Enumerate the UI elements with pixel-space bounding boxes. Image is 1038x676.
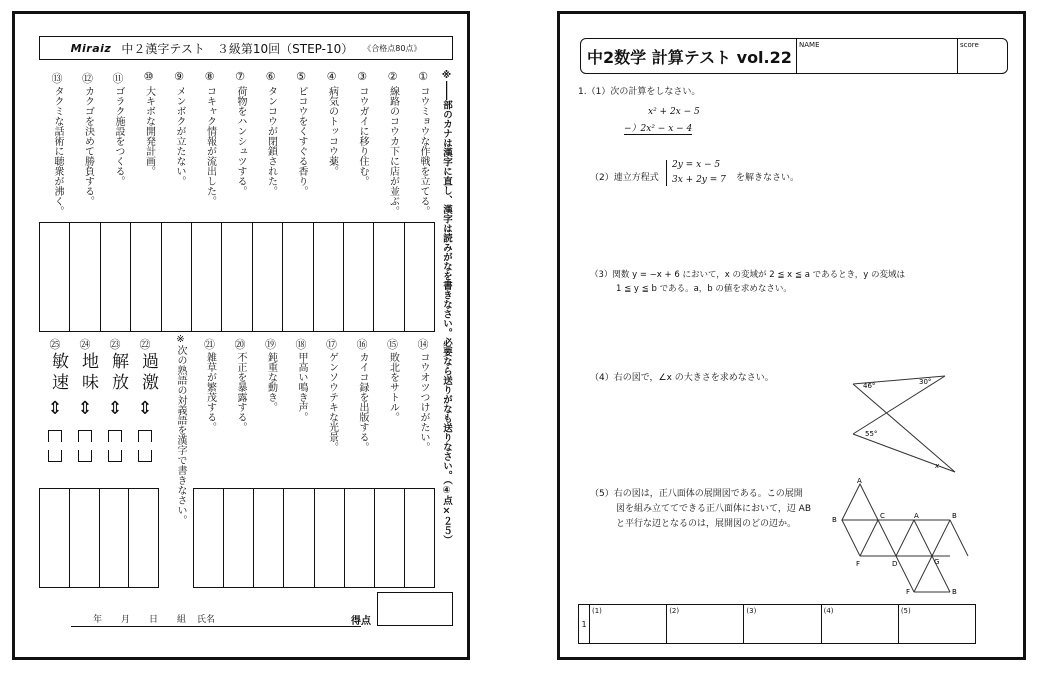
brand-logo: Miraiz — [70, 41, 112, 55]
answer-bracket — [78, 430, 92, 442]
question-number: ⑤ — [296, 70, 306, 83]
score-label: score — [960, 41, 979, 49]
question-number: ⑱ — [295, 338, 307, 351]
kanji-title-box — [39, 36, 453, 60]
footer-class: 組 — [177, 615, 187, 625]
question-text: 荷物をハンシュツする。 — [235, 86, 246, 196]
antonym-number: ㉓ — [109, 338, 121, 351]
question-text: ゴラク施設をつくる。 — [113, 86, 124, 186]
q1-expression-1: x² + 2x − 5 — [648, 107, 700, 117]
net-label-b-left: B — [832, 516, 837, 524]
q2-equation-1: 2y = x − 5 — [672, 160, 721, 170]
net-label-b-right: B — [952, 512, 957, 520]
question-text: タクミな話術に聴衆が沸く。 — [52, 86, 63, 216]
net-label-d: D — [892, 560, 898, 568]
header-divider — [796, 39, 797, 73]
double-arrow-icon: ⇕ — [47, 398, 63, 419]
angle-figure — [845, 372, 965, 476]
question-number: ⑫ — [82, 72, 93, 85]
double-arrow-icon: ⇕ — [77, 398, 93, 419]
question-text: 病気のトッコウ薬。 — [326, 86, 338, 176]
angle-46-label: 46° — [863, 382, 876, 390]
net-label-a-top: A — [857, 477, 862, 485]
angle-30-label: 30° — [919, 378, 932, 386]
answer-cell[interactable] — [100, 223, 130, 331]
net-label-a: A — [914, 512, 919, 520]
top-answer-grid — [39, 222, 435, 332]
answer-cell[interactable] — [221, 223, 251, 331]
question-number: ㉑ — [204, 338, 215, 351]
antonym-word: 地味 — [78, 352, 98, 394]
answer-cell[interactable] — [283, 489, 313, 587]
name-label: NAME — [799, 41, 820, 49]
q2-label: （2）連立方程式 — [590, 173, 659, 183]
q2-brace — [666, 160, 667, 186]
antonym-number: ㉕ — [49, 338, 61, 351]
footer-name: 氏名 — [197, 615, 216, 625]
answer-cell[interactable] — [314, 489, 344, 587]
answer-cell[interactable] — [404, 489, 434, 587]
answer-cell[interactable] — [313, 223, 343, 331]
answer-cell[interactable] — [404, 223, 434, 331]
question-number: ⑮ — [387, 338, 398, 351]
q4-question: （4）右の図で，∠x の大きさを求めなさい。 — [590, 373, 774, 383]
answer-bracket — [48, 430, 62, 442]
question-text: 鈍重な動き。 — [265, 352, 277, 412]
math-test-sheet — [557, 11, 1026, 660]
question-text: コウミョウな作戦を立てる。 — [418, 86, 429, 216]
answer-cell[interactable] — [40, 223, 69, 331]
footer-day: 日 — [149, 615, 159, 625]
bottom-answer-grid — [193, 488, 435, 588]
answer-cell-3[interactable]: (3) — [743, 605, 820, 643]
question-number: ⑨ — [174, 70, 184, 83]
question-text: コウオツつけがたい。 — [418, 352, 429, 452]
antonym-number: ㉒ — [139, 338, 151, 351]
answer-cell[interactable] — [128, 489, 158, 587]
antonym-number: ㉔ — [79, 338, 91, 351]
question-text: コキャク情報が流出した。 — [204, 86, 216, 206]
question-text: ピコウをくすぐる香り。 — [296, 86, 307, 196]
question-number: ⑰ — [326, 338, 337, 351]
q5-line-2: 図を組み立ててできる正八面体において，辺 AB — [616, 504, 812, 514]
question-number: ① — [418, 70, 428, 83]
question-text: 甲高い鳴き声。 — [296, 352, 307, 422]
answer-bracket — [48, 450, 62, 462]
answer-cell[interactable] — [252, 223, 282, 331]
question-number: ⑭ — [417, 338, 429, 351]
answer-cell[interactable] — [223, 489, 253, 587]
answer-cell[interactable] — [161, 223, 191, 331]
answer-bracket — [108, 430, 122, 442]
question-number: ⑳ — [234, 338, 246, 351]
answer-cell[interactable] — [40, 489, 69, 587]
question-text: 線路のコウカ下に店が並ぶ。 — [387, 86, 399, 216]
question-number: ⑯ — [356, 338, 368, 351]
answer-cell-1[interactable]: (1) — [592, 607, 602, 615]
answer-cell-4[interactable]: (4) — [821, 605, 898, 643]
math-header — [580, 38, 1008, 74]
answer-row-label: 1 — [579, 605, 590, 643]
answer-cell[interactable] — [191, 223, 221, 331]
q1-heading: 1.（1）次の計算をしなさい。 — [578, 87, 701, 97]
net-label-f-left: F — [856, 560, 861, 568]
footer-underline — [71, 626, 361, 627]
antonym-word: 敏速 — [48, 352, 68, 394]
q2-equation-2: 3x + 2y = 7 — [672, 175, 726, 185]
answer-cell[interactable] — [194, 489, 223, 587]
kanji-test-title: 中２漢字テスト ３級第10回（STEP-10） — [121, 41, 354, 56]
answer-cell[interactable] — [99, 489, 129, 587]
answer-cell[interactable] — [373, 223, 403, 331]
net-label-g: G — [934, 558, 940, 566]
question-number: ⑥ — [265, 70, 276, 83]
q3-line-1: （3）関数 y = −x + 6 において，x の変域が 2 ≦ x ≦ a であるとき，y の変域は — [590, 270, 906, 280]
footer-score-label: 得点 — [351, 616, 371, 627]
q1-expression-2: −）2x² − x − 4 — [624, 121, 692, 135]
answer-cell[interactable] — [130, 223, 160, 331]
q5-line-1: （5）右の図は，正八面体の展開図である。この展開 — [590, 489, 803, 499]
q2-tail: を解きなさい。 — [736, 173, 800, 183]
question-number: ⑪ — [112, 72, 124, 85]
header-divider — [957, 39, 958, 73]
double-arrow-icon: ⇕ — [137, 398, 153, 419]
answer-bracket — [138, 450, 152, 462]
question-text: カイコ録を出版する。 — [357, 352, 368, 452]
footer-year: 年 — [93, 615, 103, 625]
kanji-test-sheet — [12, 11, 470, 660]
net-label-b-bottom: B — [952, 588, 957, 596]
antonym-instruction: ※次の熟語の対義語を漢字で書きなさい。 — [175, 334, 186, 525]
answer-cell[interactable] — [253, 489, 283, 587]
answer-bracket — [138, 430, 152, 442]
q3-line-2: 1 ≦ y ≦ b である。a，b の値を求めなさい。 — [616, 284, 792, 294]
net-label-c: C — [880, 512, 885, 520]
antonym-word: 解放 — [108, 352, 128, 394]
question-text: 雑草が繁茂する。 — [204, 352, 216, 432]
question-number: ⑩ — [143, 70, 154, 83]
double-arrow-icon: ⇕ — [107, 398, 123, 419]
question-number: ⑬ — [51, 72, 63, 85]
question-text: 不正を暴露する。 — [235, 352, 246, 432]
answer-bracket — [108, 450, 122, 462]
answer-bracket — [78, 450, 92, 462]
net-label-f-bottom: F — [906, 588, 911, 596]
angle-x-label: x — [935, 462, 940, 470]
q5-line-3: と平行な辺となるのは，展開図のどの辺か。 — [616, 519, 797, 529]
question-number: ④ — [326, 70, 337, 83]
answer-cell[interactable] — [343, 223, 373, 331]
question-number: ⑲ — [265, 338, 276, 351]
question-number: ⑧ — [204, 70, 215, 83]
question-text: メンボクが立たない。 — [174, 86, 185, 186]
kanji-instruction: ※――部のカナは漢字に直し、漢字は読みがなを書きなさい。必要なら送りがなも送りなさい。（④点×２５） — [441, 70, 452, 545]
question-text: タンコウが閉鎖された。 — [265, 86, 277, 196]
question-number: ③ — [357, 70, 367, 83]
answer-cell[interactable] — [374, 489, 404, 587]
answer-cell[interactable] — [69, 223, 99, 331]
footer-month: 月 — [121, 615, 131, 625]
pass-score-note: 《合格点80点》 — [363, 43, 422, 53]
answer-cell-2[interactable]: (2) — [666, 605, 743, 643]
question-text: ゲンソウテキな光景。 — [326, 352, 338, 452]
octahedron-net-figure — [830, 476, 970, 596]
answer-cell-5[interactable]: (5) — [898, 605, 975, 643]
answer-cell[interactable] — [344, 489, 374, 587]
question-number: ② — [387, 70, 398, 83]
question-text: カクゴを決めて勝負する。 — [82, 86, 94, 206]
math-answer-table — [578, 604, 976, 644]
math-test-title: 中2数学 計算テスト vol.22 — [587, 48, 792, 67]
angle-55-label: 55° — [865, 430, 878, 438]
question-text: コウガイに移り住む。 — [357, 86, 368, 186]
question-text: 敗北をサトル。 — [387, 352, 399, 422]
answer-cell[interactable] — [282, 223, 312, 331]
answer-cell[interactable] — [69, 489, 99, 587]
question-number: ⑦ — [235, 70, 245, 83]
score-box[interactable] — [377, 592, 453, 626]
antonym-answer-grid — [39, 488, 159, 588]
antonym-word: 過激 — [138, 352, 158, 394]
question-text: 大キボな開発計画。 — [143, 86, 155, 176]
